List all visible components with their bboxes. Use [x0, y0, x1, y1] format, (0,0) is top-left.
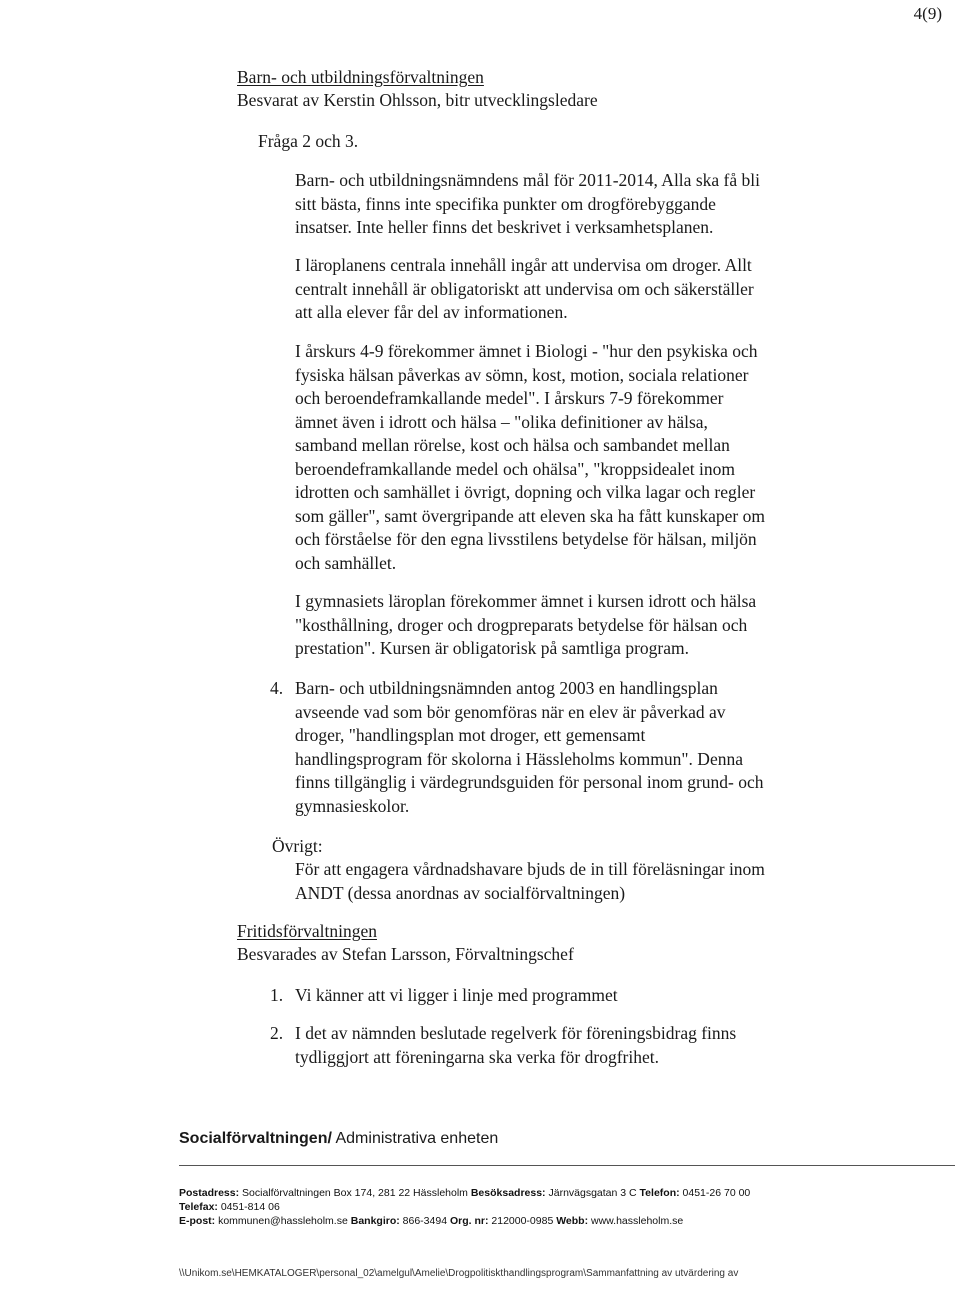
- text-line: För att engagera vårdnadshavare bjuds de in till föreläsningar inom: [295, 859, 765, 879]
- other-label: Övrigt:: [272, 836, 323, 856]
- fax-value: 0451-814 06: [217, 1201, 280, 1213]
- text-line: handlingsprogram för skolorna i Hässleholms kommun". Denna: [295, 748, 743, 769]
- section-heading-fritid: Fritidsförvaltningen: [237, 921, 377, 941]
- text-line: centralt innehåll är obligatoriskt att undervisa om och säkerställer: [295, 278, 754, 299]
- item-4-text: [295, 677, 865, 818]
- text-line: Barn- och utbildningsnämnden antog 2003 en handlingsplan: [295, 678, 718, 698]
- text-line: finns tillgänglig i värdegrundsguiden för personal inom grund- och: [295, 772, 764, 792]
- text-line: insatser. Inte heller finns det beskrivet i verksamhetsplanen.: [295, 217, 714, 237]
- bankgiro-label: Bankgiro:: [350, 1215, 400, 1227]
- footer-file-path: \\Unikom.se\HEMKATALOGER\personal_02\amelgul\Amelie\Drogpolitiskthandlingsprogram\Sammanfattning av utvärdering av: [179, 1268, 739, 1279]
- footer-fax-line: [179, 1201, 280, 1214]
- text-line: sitt bästa, finns inte specifika punkter om drogförebyggande: [295, 193, 716, 214]
- item-1-number: 1.: [270, 985, 284, 1005]
- text-line: prestation". Kursen är obligatorisk på samtliga program.: [295, 638, 689, 658]
- web-value: www.hassleholm.se: [588, 1215, 684, 1227]
- text-line: ämnet även i idrott och hälsa – "olika definitioner av hälsa,: [295, 411, 708, 432]
- fax-label: Telefax:: [179, 1201, 218, 1213]
- text-line: I årskurs 4-9 förekommer ämnet i Biologi - "hur den psykiska och: [295, 341, 758, 361]
- text-line: I det av nämnden beslutade regelverk för föreningsbidrag finns: [295, 1023, 737, 1043]
- text-line: beroendeframkallande medel och ohälsa", "kroppsidealet inom: [295, 458, 735, 479]
- text-line: samband mellan rörelse, kost och hälsa och sambandet mellan: [295, 435, 730, 455]
- bankgiro-value: 866-3494: [399, 1215, 450, 1227]
- text-line: idrotten och samhället i övrigt, dopning och vilka lagar och regler: [295, 482, 756, 502]
- footer-organization: [179, 1130, 498, 1148]
- orgnr-value: 212000-0985: [488, 1215, 557, 1227]
- text-line: och samhället.: [295, 552, 397, 573]
- answered-by-fritid: Besvarades av Stefan Larsson, Förvaltningschef: [237, 944, 574, 964]
- text-line: I läroplanens centrala innehåll ingår att undervisa om droger. Allt: [295, 255, 752, 275]
- text-line: och förståelse för den egna livsstilens betydelse för hälsan, miljön: [295, 529, 757, 549]
- answered-by: Besvarat av Kerstin Ohlsson, bitr utvecklingsledare: [237, 90, 598, 110]
- paragraph-goals: [295, 169, 865, 240]
- text-line: som gäller", samt övergripande att eleven ska ha fått kunskaper om: [295, 505, 765, 526]
- paragraph-upper-secondary: [295, 590, 865, 661]
- text-line: Vi känner att vi ligger i linje med programmet: [295, 985, 618, 1005]
- text-line: ANDT (dessa anordnas av socialförvaltningen): [295, 882, 626, 903]
- item-2-text: [295, 1022, 865, 1069]
- phone-value: 0451-26 70 00: [679, 1187, 751, 1199]
- web-label: Webb:: [556, 1215, 589, 1227]
- text-line: gymnasieskolor.: [295, 795, 410, 816]
- item-4-number: 4.: [270, 678, 284, 698]
- visit-label: Besöksadress:: [470, 1187, 546, 1199]
- phone-label: Telefon:: [639, 1187, 680, 1199]
- footer-contact-line: [179, 1215, 683, 1228]
- item-1-text: [295, 984, 865, 1008]
- section-heading-barn-och-utbildning: Barn- och utbildningsförvaltningen: [237, 67, 484, 87]
- text-line: och beroendeframkallande medel". I årskurs 7-9 förekommer: [295, 388, 724, 408]
- text-line: Barn- och utbildningsnämndens mål för 2011-2014, Alla ska få bli: [295, 170, 760, 190]
- text-line: tydliggjort att föreningarna ska verka för drogfrihet.: [295, 1046, 659, 1067]
- email-value: kommunen@hassleholm.se: [215, 1215, 351, 1227]
- email-label: E-post:: [179, 1215, 216, 1227]
- text-line: fysiska hälsan påverkas av sömn, kost, motion, sociala relationer: [295, 364, 749, 385]
- paragraph-grades-4-9: [295, 340, 865, 575]
- footer-org-rest: Administrativa enheten: [331, 1130, 499, 1147]
- postal-label: Postadress:: [179, 1187, 240, 1199]
- footer-divider: [179, 1165, 955, 1166]
- text-line: I gymnasiets läroplan förekommer ämnet i kursen idrott och hälsa: [295, 591, 757, 611]
- visit-value: Järnvägsgatan 3 C: [545, 1187, 640, 1199]
- question-label: Fråga 2 och 3.: [258, 131, 359, 151]
- orgnr-label: Org. nr:: [449, 1215, 489, 1227]
- page-number: 4(9): [913, 4, 942, 23]
- text-line: "kosthållning, droger och drogpreparats betydelse för hälsan och: [295, 614, 748, 635]
- postal-value: Socialförvaltningen Box 174, 281 22 Hässleholm: [239, 1187, 471, 1199]
- other-text: [295, 858, 865, 905]
- footer-address-line: [179, 1187, 750, 1200]
- text-line: att alla elever får del av informationen.: [295, 302, 568, 322]
- text-line: droger, "handlingsplan mot droger, ett gemensamt: [295, 725, 646, 745]
- paragraph-curriculum: [295, 254, 865, 325]
- item-2-number: 2.: [270, 1023, 284, 1043]
- footer-org-bold: Socialförvaltningen/: [179, 1130, 332, 1147]
- text-line: avseende vad som bör genomföras när en elev är påverkad av: [295, 701, 726, 722]
